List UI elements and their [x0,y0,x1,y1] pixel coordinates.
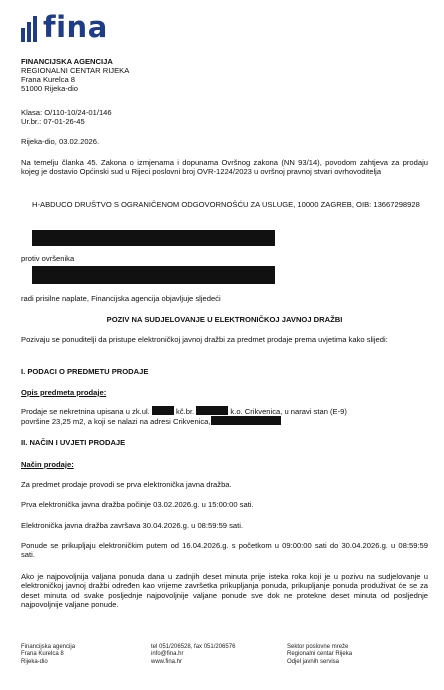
footer-contact [151,644,235,666]
logo-wordmark: fina [43,10,108,44]
footer-website: www.fina.hr [151,658,183,665]
logo-bars-icon [21,12,37,42]
footer-line: tel 051/206528, fax 051/206576 [151,644,236,650]
notice-heading: POZIV NA SUDJELOVANJE U ELEKTRONIČKOJ JAVNOJ DRAŽBI [106,315,343,324]
footer-line: Frana Kurelca 8 [21,651,64,658]
date-line: Rijeka-dio, 03.02.2026. [21,137,100,146]
section-1-title: I. PODACI O PREDMETU PRODAJE [21,367,149,376]
description-part-4: površine 23,25 m2, a koji se nalazi na adresi Crikvenica, [21,417,211,427]
term-start: Prva elektronička javna dražba počinje 03.02.2026.g. u 15:00:00 sati. [21,500,254,509]
ref-klasa: Klasa: O/110-10/24-01/146 [21,108,112,117]
footer-line: Rijeka-dio [21,658,48,665]
footer-line: Odjel javnih servisa [287,658,340,665]
term-offers: Ponude se prikupljaju elektroničkim putem od 16.04.2026.g. s početkom u 09:00:00 sati do 30.04.2026.g. u 08:59:59 sati. [21,541,428,560]
description-paragraph [21,406,428,427]
creditor-line: H-ABDUCO DRUŠTVO S OGRANIČENOM ODGOVORNOŠĆU ZA USLUGE, 10000 ZAGREB, OIB: 13667298928 [32,200,420,209]
description-part-2: kč.br. [176,407,195,416]
footer-line: Regionalni centar Rijeka [287,651,353,658]
sender-center: REGIONALNI CENTAR RIJEKA [21,66,130,75]
sender-street: Frana Kurelca 8 [21,75,76,84]
redacted-block [32,230,275,246]
against-line: protiv ovršenika [21,254,75,263]
subsection-method: Način prodaje: [21,460,74,469]
fina-logo [21,6,108,42]
footer-address [21,644,75,666]
term-end: Elektronička javna dražba završava 30.04.2026.g. u 08:59:59 sati. [21,521,244,530]
description-part-3: k.o. Crikvenica, u naravi stan (E-9) [230,407,347,416]
footer-line: Financijska agencija [21,644,76,650]
redacted-inline [211,416,281,425]
publish-line: radi prisilne naplate, Financijska agencija objavljuje sljedeći [21,294,221,303]
description-part-1: Prodaje se nekretnina upisana u zk.ul. [21,407,150,416]
section-2-title: II. NAČIN I UVJETI PRODAJE [21,438,126,447]
invite-paragraph: Pozivaju se ponuditelji da pristupe elektroničkoj javnoj dražbi za predmet prodaje prema uvjetima kako slijedi: [21,335,388,344]
ref-urbr: Ur.br.: 07-01-26-45 [21,117,85,126]
intro-paragraph: Na temelju članka 45. Zakona o izmjenama i dopunama Ovršnog zakona (NN 93/14), povodom zahtjeva za prodaju kojeg je dostavio Općinski sud u Rijeci poslovni broj OVR-1224/2023 u ovršnoj pravnoj stvari ovrhovoditelja [21,158,428,177]
redacted-block [32,266,275,284]
redacted-inline [196,406,228,415]
sender-city: 51000 Rijeka-dio [21,84,78,93]
footer-department [287,644,352,666]
footer-line: Sektor poslovne mreže [287,644,349,650]
term-first-auction: Za predmet prodaje provodi se prva elektronička javna dražba. [21,480,232,489]
footer-email: info@fina.hr [151,651,184,658]
term-extension: Ako je najpovoljnija valjana ponuda dana u zadnjih deset minuta prije isteka roka koji je u pozivu na sudjelovanje u elektroničkoj javnoj dražbi određen kao vrijeme završetka prikupljanja ponuda, prikupljanje ponuda produživat će se za deset minuta od svake posljednje najpovoljnije valjane ponude sve dok ne protekne deset minuta od posljednje najpovoljnije valjane ponude. [21,572,428,610]
subsection-description: Opis predmeta prodaje: [21,388,107,397]
redacted-inline [152,406,174,415]
sender-name: FINANCIJSKA AGENCIJA [21,57,113,66]
